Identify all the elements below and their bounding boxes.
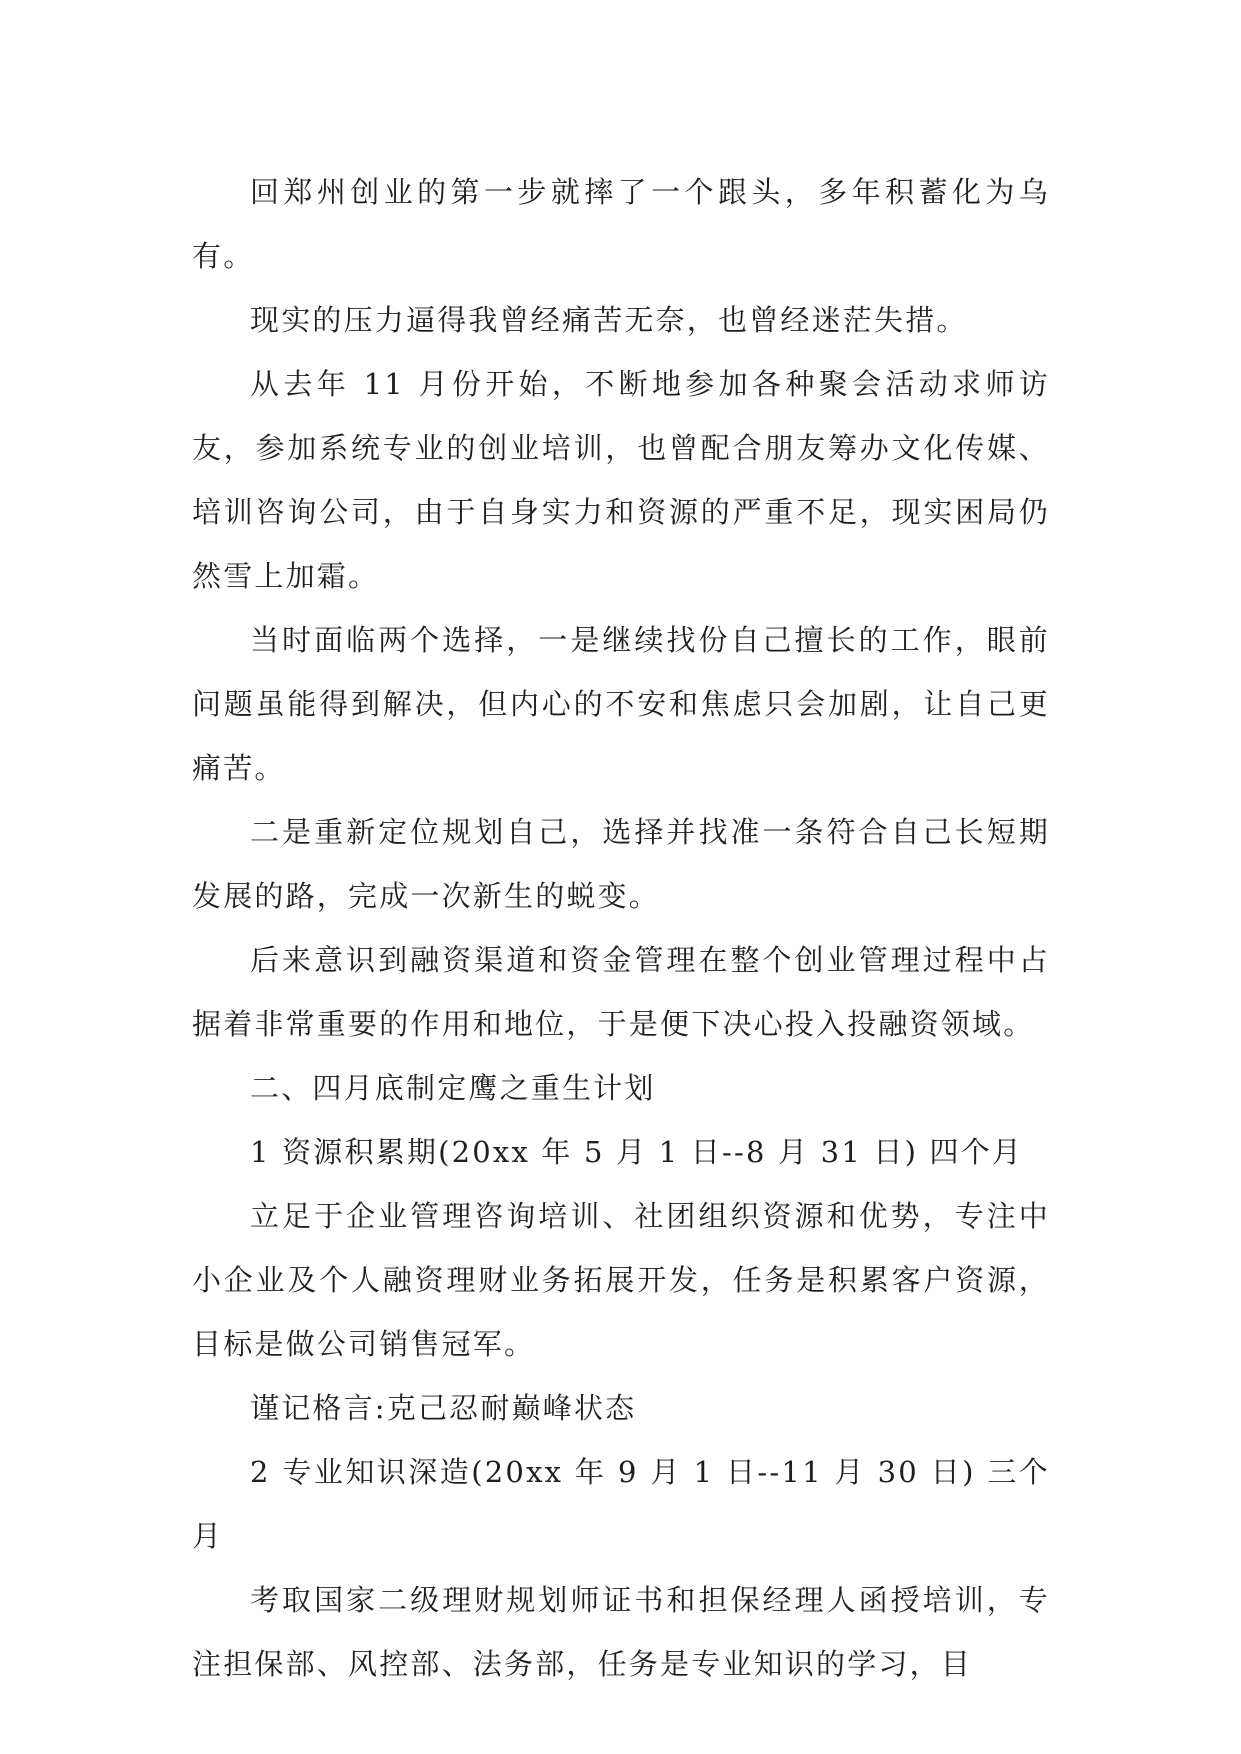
paragraph: 从去年 11 月份开始，不断地参加各种聚会活动求师访友，参加系统专业的创业培训，也曾配合朋友筹办文化传媒、培训咨询公司，由于自身实力和资源的严重不足，现实困局仍然雪上加霜。: [192, 367, 1050, 593]
document-body: [192, 160, 1050, 1696]
paragraph: 现实的压力逼得我曾经痛苦无奈，也曾经迷茫失措。: [250, 303, 968, 337]
plan-phase-heading: 1 资源积累期(20xx 年 5 月 1 日--8 月 31 日) 四个月: [250, 1135, 1024, 1169]
paragraph: 立足于企业管理咨询培训、社团组织资源和优势，专注中小企业及个人融资理财业务拓展开发，任务是积累客户资源，目标是做公司销售冠军。: [192, 1199, 1050, 1361]
paragraph: 回郑州创业的第一步就摔了一个跟头，多年积蓄化为乌有。: [192, 175, 1050, 273]
motto-line: 谨记格言:克己忍耐巅峰状态: [250, 1391, 637, 1425]
section-heading: 二、四月底制定鹰之重生计划: [250, 1071, 656, 1105]
paragraph: 考取国家二级理财规划师证书和担保经理人函授培训，专注担保部、风控部、法务部，任务是专业知识的学习，目: [192, 1583, 1050, 1681]
paragraph: 后来意识到融资渠道和资金管理在整个创业管理过程中占据着非常重要的作用和地位，于是便下决心投入投融资领域。: [192, 943, 1050, 1041]
paragraph: 二是重新定位规划自己，选择并找准一条符合自己长短期发展的路，完成一次新生的蜕变。: [192, 815, 1050, 913]
plan-phase-heading: 2 专业知识深造(20xx 年 9 月 1 日--11 月 30 日) 三个月: [192, 1455, 1050, 1553]
paragraph: 当时面临两个选择，一是继续找份自己擅长的工作，眼前问题虽能得到解决，但内心的不安和焦虑只会加剧，让自己更痛苦。: [192, 623, 1050, 785]
